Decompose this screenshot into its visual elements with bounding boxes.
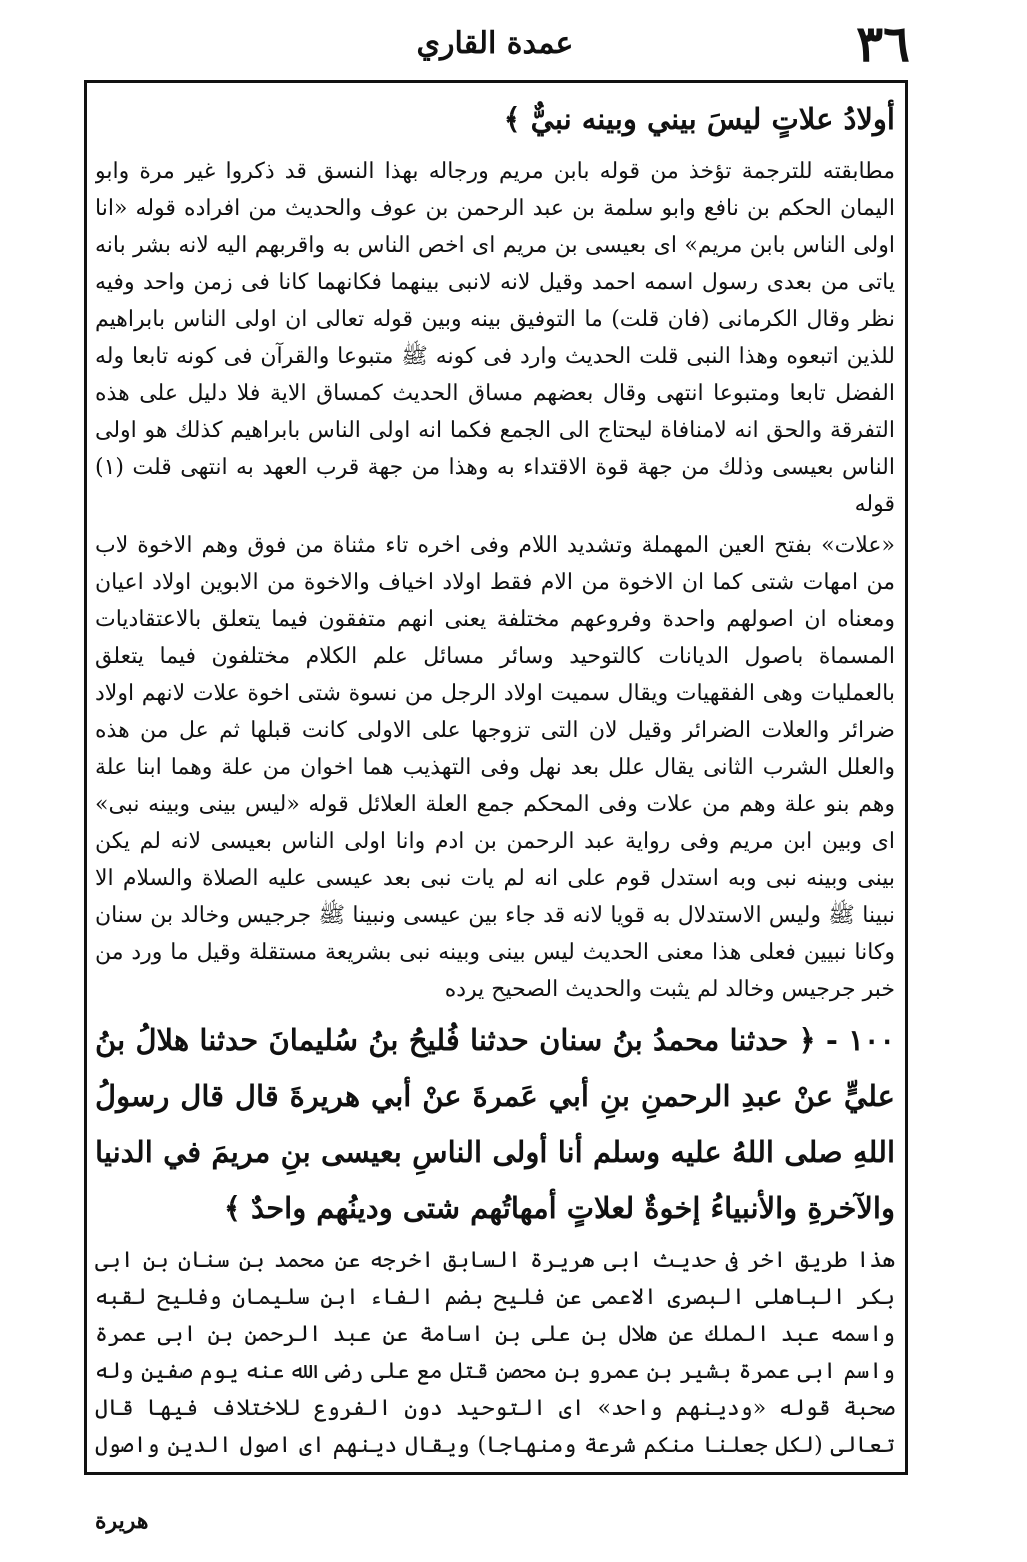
- catchword: هريرة: [95, 1508, 149, 1534]
- hadith-text: ١٠٠ - ﴿ حدثنا محمدُ بنُ سنان حدثنا فُليحُ بنُ سُليمانَ حدثنا هلالُ بنُ عليٍّ عنْ عبدِ الرحمنِ بنِ أبي عَمرةَ عنْ أبي هريرةَ قال قال رسولُ اللهِ صلى اللهُ عليه وسلم أنا أولى الناسِ بعيسى بنِ مريمَ في الدنيا والآخرةِ والأنبياءُ إخوةٌ لعلاتٍ أمهاتُهم شتى ودينُهم واحدٌ ﴾: [95, 1023, 895, 1225]
- page-header: [80, 14, 910, 78]
- page-frame: [84, 80, 908, 1475]
- hadith-text: أولادُ علاتٍ ليسَ بيني وبينه نبيٌّ ﴾: [503, 102, 895, 136]
- book-title: عمدة القاري: [416, 26, 574, 61]
- commentary-paragraph: «علات» بفتح العين المهملة وتشديد اللام وفى اخره تاء مثناة من فوق وهم الاخوة لاب من امهات شتى كما ان الاخوة من الام فقط اولاد اخياف والاخوة من الابوين اولاد اعيان ومعناه ان اصولهم واحدة وفروعهم مختلفة يعنى انهم متفقون فيما يتعلق بالاعتقاديات المسماة باصول الديانات كالتوحيد وسائر مسائل علم الكلام مختلفون فيما يتعلق بالعمليات وهى الفقهيات ويقال سميت اولاد الرجل من نسوة شتى اخوة علات لانهم اولاد ضرائر والعلات الضرائر وقيل لان التى تزوجها على الاولى كانت قبلها ثم عل من هذه والعلل الشرب الثانى يقال علل بعد نهل وفى التهذيب هما اخوان من علة وهما ابنا علة وهم بنو علة وهم من علات وفى المحكم جمع العلة العلائل قوله «ليس بينى وبينه نبى» اى وبين ابن مريم وفى رواية عبد الرحمن بن ادم وانا اولى الناس بعيسى لانه لم يكن بينى وبينه نبى وبه استدل قوم على انه لم يات نبى بعد عيسى عليه الصلاة والسلام الا نبينا ﷺ وليس الاستدلال به قويا لانه قد جاء بين عيسى ونبينا ﷺ جرجيس وخالد بن سنان وكانا نبيين فعلى هذا معنى الحديث ليس بينى وبينه نبى بشريعة مستقلة وقيل ما ورد من خبر جرجيس وخالد لم يثبت والحديث الصحيح يرده: [95, 533, 895, 1002]
- page-number: ٣٦: [856, 14, 910, 73]
- commentary-paragraph: هذا طريق اخر فى حديث ابى هريرة السابق اخرجه عن محمد بن سنان بن ابى بكر الباهلى البصرى الاعمى عن فليح بضم الفاء ابن سليمان وفليح لقبه واسمه عبد الملك عن هلال بن على بن اسامة عن عبد الرحمن بن ابى عمرة واسم ابى عمرة بشير بن عمرو بن محصن قتل مع على رضى الله عنه يوم صفين وله صحبة قوله «ودينهم واحد» اى التوحيد دون الفروع للاختلاف فيها قال تعالى (لكل جعلنا منكم شرعة ومنهاجا) ويقال دينهم اى اصول الدين واصول: [95, 1248, 895, 1458]
- commentary-paragraph: مطابقته للترجمة تؤخذ من قوله بابن مريم ورجاله بهذا النسق قد ذكروا غير مرة وابو اليمان الحكم بن نافع وابو سلمة بن عبد الرحمن بن عوف والحديث من افراده قوله «انا اولى الناس بابن مريم» اى بعيسى بن مريم اى اخص الناس به واقربهم اليه لانه بشر بانه ياتى من بعدى رسول اسمه احمد وقيل لانه لانبى بينهما فكانهما كانا فى زمن واحد وفيه نظر وقال الكرمانى (فان قلت) ما التوفيق بينه وبين قوله تعالى ان اولى الناس بابراهيم للذين اتبعوه وهذا النبى قلت الحديث وارد فى كونه ﷺ متبوعا والقرآن فى كونه تابعا وله الفضل تابعا ومتبوعا انتهى وقال بعضهم مساق الحديث كمساق الاية فلا دليل على هذه التفرقة والحق انه لامنافاة ليحتاج الى الجمع فكما انه اولى الناس بابراهيم كذلك هو اولى الناس بعيسى وذلك من جهة قوة الاقتداء به وهذا من جهة قرب العهد به انتهى قلت (١) قوله: [95, 159, 895, 517]
- page-body: [95, 91, 895, 1464]
